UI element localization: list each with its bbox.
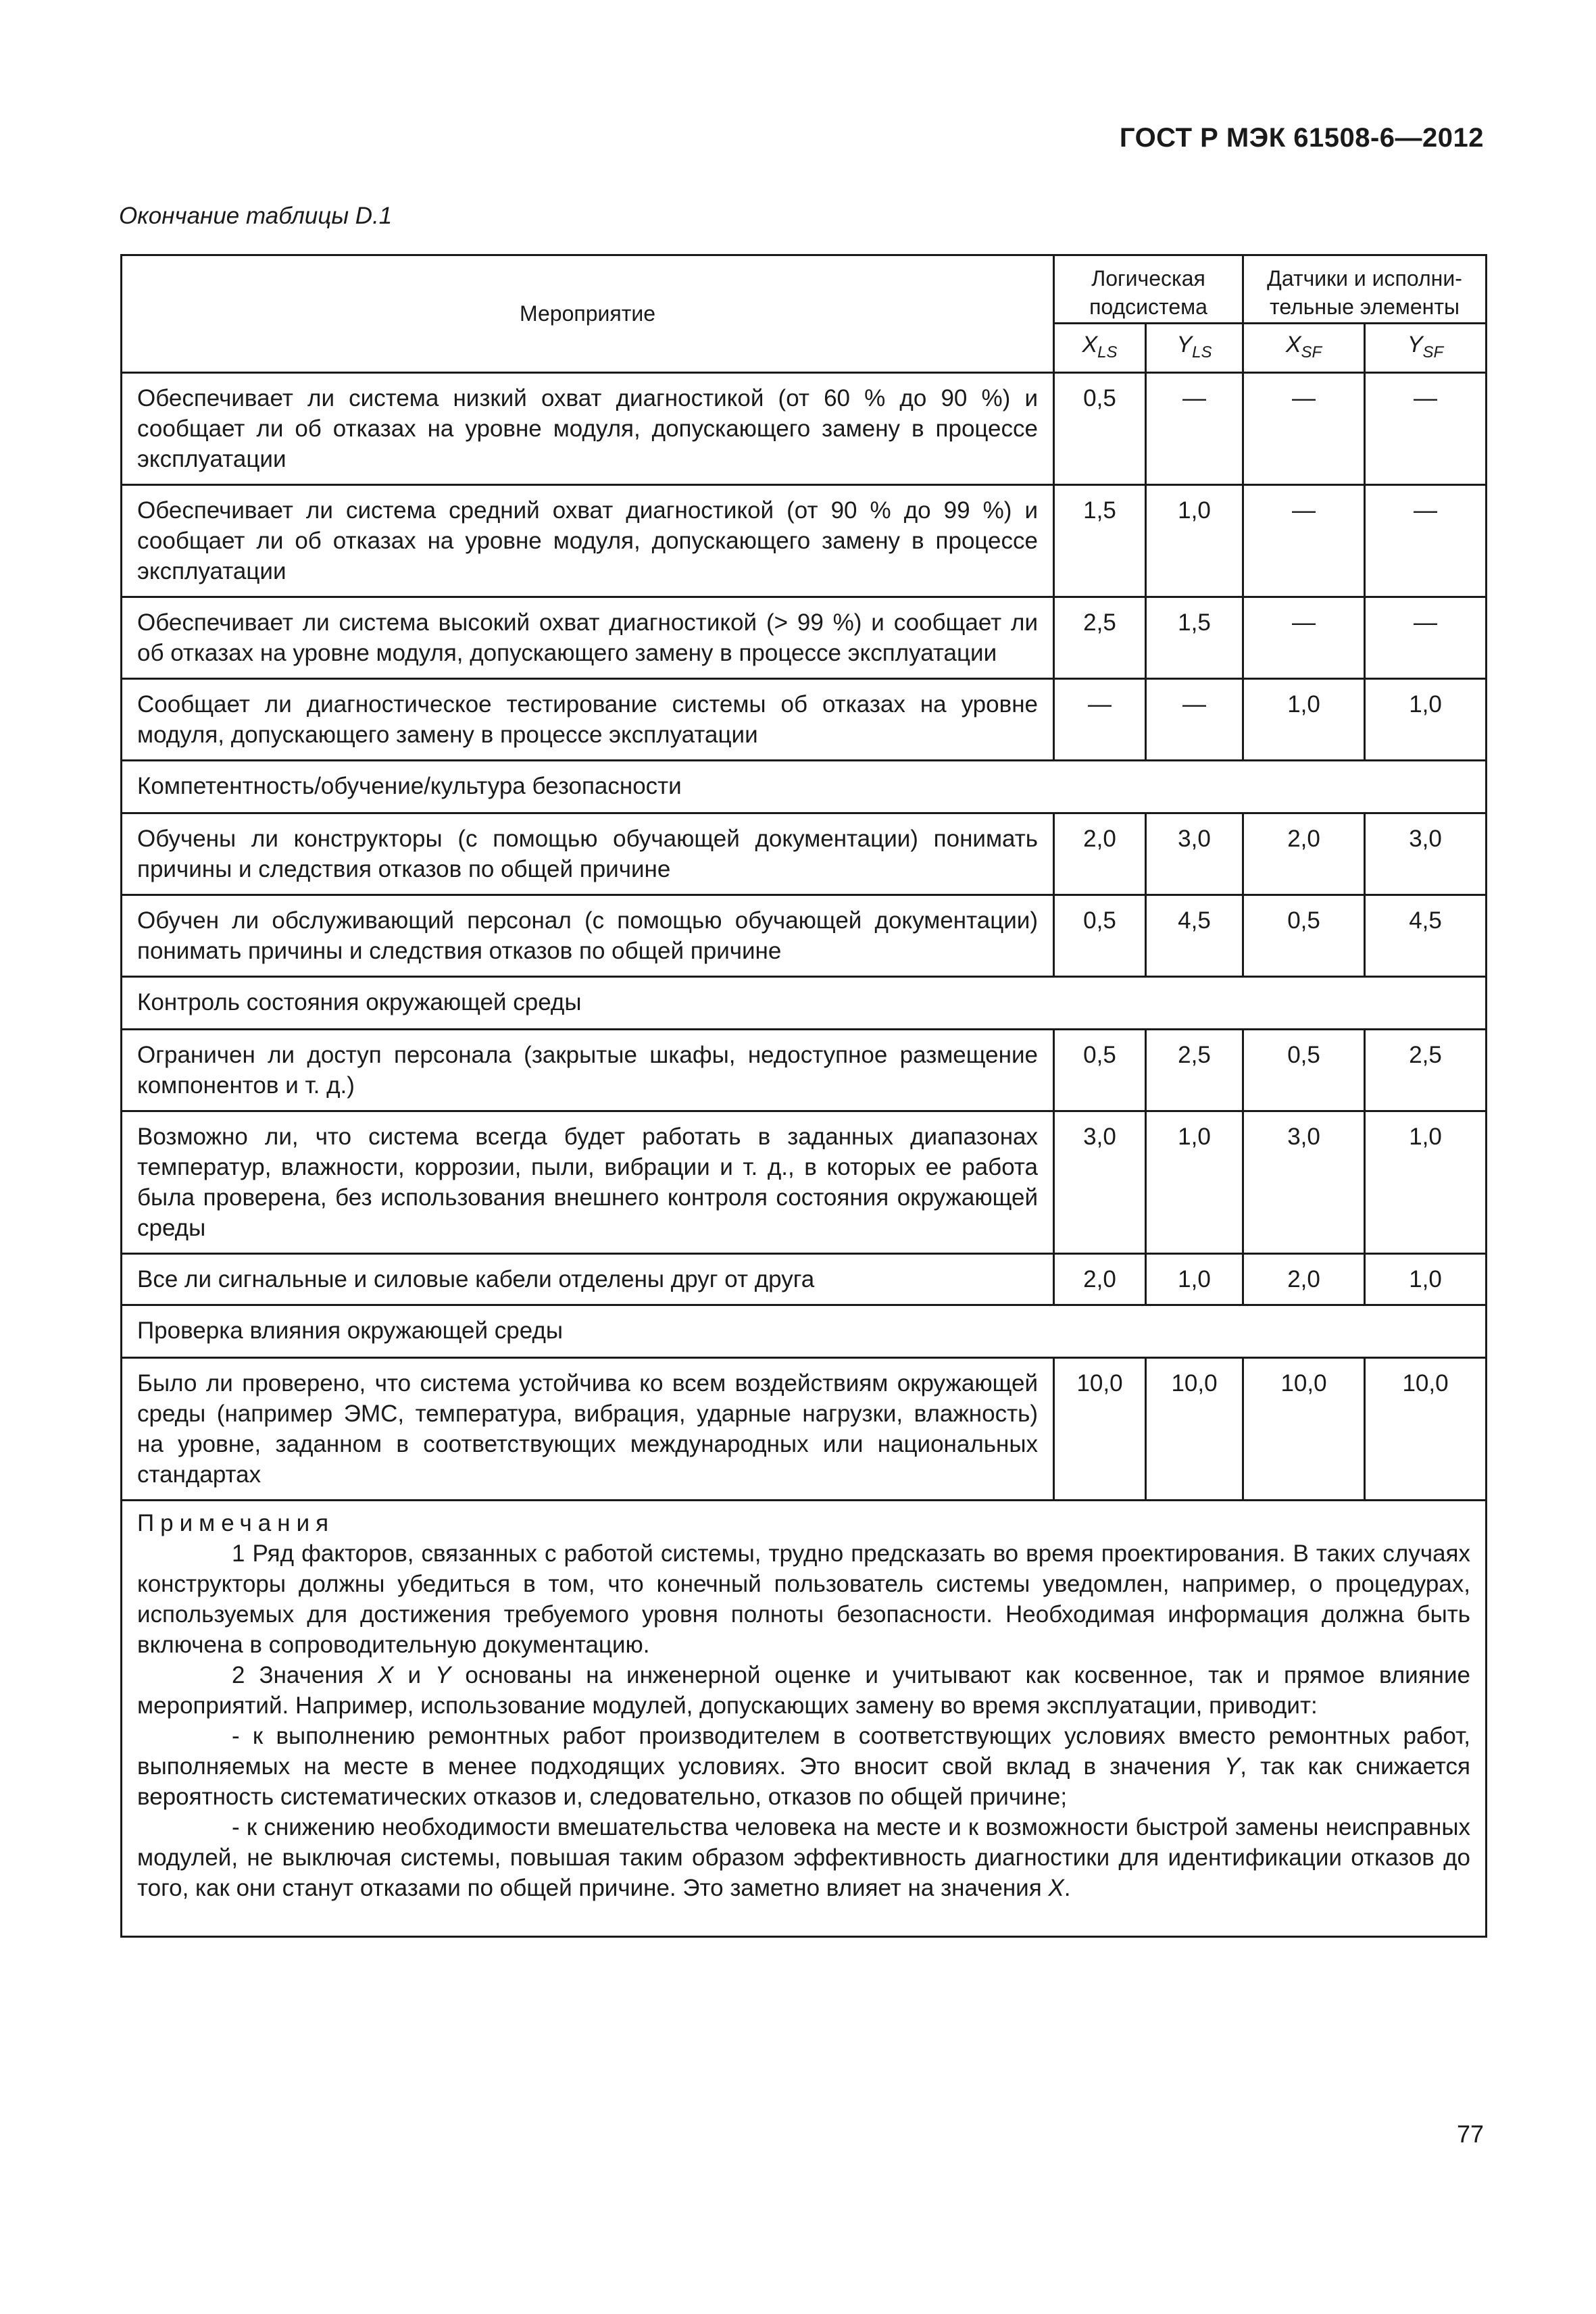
section-row [122,760,1487,813]
value-y-sf: — [1365,372,1487,484]
table-row [122,372,1487,484]
value-y-sf: 1,0 [1365,1111,1487,1253]
value-x-ls: 0,5 [1054,1029,1146,1111]
value-x-ls: 10,0 [1054,1357,1146,1500]
table-d1 [120,254,1487,1938]
value-y-sf: — [1365,597,1487,678]
value-x-ls: 1,5 [1054,484,1146,597]
note-1: 1 Ряд факторов, связанных с работой системы, трудно предсказать во время проектирования. В таких случаях конструкторы должны убедиться в том, что конечный пользователь системы уведомлен, например, о процедурах, используемых для достижения требуемого уровня полноты безопасности. Необходимая информация должна быть включена в сопроводительную документацию. [137,1540,1471,1658]
value-y-ls: — [1146,372,1243,484]
value-y-sf: 1,0 [1365,1253,1487,1305]
value-x-ls: — [1054,678,1146,760]
table-row [122,895,1487,976]
note-2: 2 Значения X и Y основаны на инженерной оценке и учитывают как косвенное, так и прямое влияние мероприятий. Например, использование модулей, допускающих замену во время эксплуатации, приводит: [137,1661,1471,1719]
notes-label: Примечания [137,1509,335,1536]
section-title: Проверка влияния окружающей среды [122,1305,1487,1357]
value-x-ls: 0,5 [1054,372,1146,484]
value-y-sf: 4,5 [1365,895,1487,976]
value-y-ls: 1,5 [1146,597,1243,678]
value-y-ls: 2,5 [1146,1029,1243,1111]
value-x-sf: 2,0 [1243,813,1365,895]
measure-text: Обеспечивает ли система средний охват диагностикой (от 90 % до 99 %) и сообщает ли об отказах на уровне модуля, допускающего замену в процессе эксплуатации [122,484,1054,597]
table-row [122,678,1487,760]
symbol-header-x-ls: $X_{LS}$ [1054,324,1146,373]
section-row [122,976,1487,1029]
section-title: Контроль состояния окружающей среды [122,976,1487,1029]
table-row [122,813,1487,895]
value-y-ls: 1,0 [1146,1253,1243,1305]
table-body [122,372,1487,1500]
note-2-bullet-2: - к снижению необходимости вмешательства человека на месте и к возможности быстрой замены неисправных модулей, не выключая системы, повышая таким образом эффективность диагностики для идентификации отказов до того, как они станут отказами по общей причине. Это заметно влияет на значения X. [137,1813,1471,1901]
document-code: ГОСТ Р МЭК 61508-6—2012 [1119,123,1484,153]
notes-cell [122,1500,1487,1936]
table-row [122,484,1487,597]
measure-text: Ограничен ли доступ персонала (закрытые шкафы, недоступное размещение компонентов и т. д.) [122,1029,1054,1111]
value-y-ls: 10,0 [1146,1357,1243,1500]
value-x-sf: 10,0 [1243,1357,1365,1500]
measure-text: Обучены ли конструкторы (с помощью обучающей документации) понимать причины и следствия отказов по общей причине [122,813,1054,895]
symbol-header-y-ls: $Y_{LS}$ [1146,324,1243,373]
value-y-ls: — [1146,678,1243,760]
value-y-ls: 4,5 [1146,895,1243,976]
value-x-sf: 3,0 [1243,1111,1365,1253]
value-y-sf: 10,0 [1365,1357,1487,1500]
value-x-sf: — [1243,484,1365,597]
value-x-ls: 0,5 [1054,895,1146,976]
table-caption: Окончание таблицы D.1 [119,203,393,229]
value-x-sf: — [1243,597,1365,678]
measure-text: Возможно ли, что система всегда будет работать в заданных диапазонах температур, влажности, коррозии, пыли, вибрации и т. д., в которых ее работа была проверена, без использования внешнего контроля состояния окружающей среды [122,1111,1054,1253]
measure-text: Сообщает ли диагностическое тестирование системы об отказах на уровне модуля, допускающего замену в процессе эксплуатации [122,678,1054,760]
value-x-sf: 1,0 [1243,678,1365,760]
header-sensors-actuators: Датчики и исполни-тельные элементы [1243,255,1487,324]
measure-text: Обеспечивает ли система низкий охват диагностикой (от 60 % до 90 %) и сообщает ли об отказах на уровне модуля, допускающего замену в процессе эксплуатации [122,372,1054,484]
table-row [122,1029,1487,1111]
value-y-sf: — [1365,484,1487,597]
measure-text: Было ли проверено, что система устойчива ко всем воздействиям окружающей среды (например ЭМС, температура, вибрация, ударные нагрузки, влажность) на уровне, заданном в соответствующих международных или национальных стандартах [122,1357,1054,1500]
value-y-sf: 3,0 [1365,813,1487,895]
measure-text: Все ли сигнальные и силовые кабели отделены друг от друга [122,1253,1054,1305]
value-y-sf: 1,0 [1365,678,1487,760]
value-y-ls: 1,0 [1146,1111,1243,1253]
value-x-sf: — [1243,372,1365,484]
value-x-ls: 2,5 [1054,597,1146,678]
table-row [122,1253,1487,1305]
value-x-sf: 0,5 [1243,1029,1365,1111]
value-y-sf: 2,5 [1365,1029,1487,1111]
measure-text: Обеспечивает ли система высокий охват диагностикой (> 99 %) и сообщает ли об отказах на уровне модуля, допускающего замену в процессе эксплуатации [122,597,1054,678]
header-measure: Мероприятие [122,255,1054,373]
value-y-ls: 1,0 [1146,484,1243,597]
value-y-ls: 3,0 [1146,813,1243,895]
table-row [122,1357,1487,1500]
section-title: Компетентность/обучение/культура безопасности [122,760,1487,813]
page-number: 77 [1456,2120,1484,2148]
section-row [122,1305,1487,1357]
symbol-header-y-sf: $Y_{SF}$ [1365,324,1487,373]
symbol-header-x-sf: $X_{SF}$ [1243,324,1365,373]
value-x-ls: 2,0 [1054,1253,1146,1305]
value-x-ls: 2,0 [1054,813,1146,895]
value-x-sf: 0,5 [1243,895,1365,976]
measure-text: Обучен ли обслуживающий персонал (с помощью обучающей документации) понимать причины и следствия отказов по общей причине [122,895,1054,976]
value-x-sf: 2,0 [1243,1253,1365,1305]
header-logic-subsystem: Логическая подсистема [1054,255,1243,324]
table-row [122,597,1487,678]
value-x-ls: 3,0 [1054,1111,1146,1253]
note-2-bullet-1: - к выполнению ремонтных работ производителем в соответствующих условиях вместо ремонтных работ, выполняемых на месте в менее подходящих условиях. Это вносит свой вклад в значения Y, так как снижается вероятность систематических отказов и, следовательно, отказов по общей причине; [137,1722,1471,1810]
table-row [122,1111,1487,1253]
